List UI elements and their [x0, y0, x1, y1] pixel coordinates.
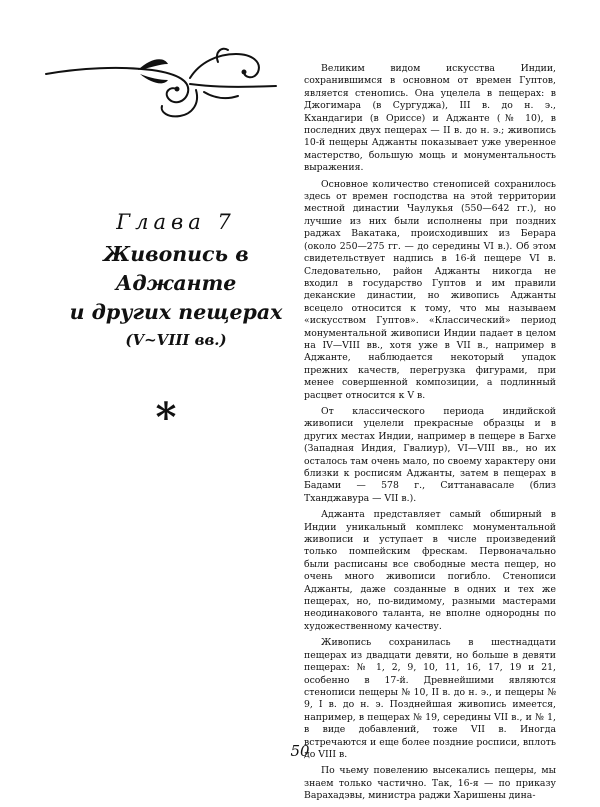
body-text-column	[304, 63, 556, 807]
flourish-ornament-icon	[40, 40, 280, 122]
paragraph: Живопись сохранилась в шестнадцати пещерах из двадцати девяти, но больше в девяти пещерах: № 1, 2, 9, 10, 11, 16, 17, 19 и 21, особенно в 17-й. Древнейшими являются стенописи пещеры № 10, II в. до н. э., и пещеры № 9, I в. до н. э. Позднейшая живопись имеется, например, в пещерах № 19, середины VII в., и № 1, в виде добавлений, тоже VII в. Иногда встречаются и еще более поздние росписи, вплоть до VIII в.	[304, 637, 556, 760]
chapter-label: Глава 7	[116, 210, 236, 234]
asterisk-ornament-icon: *	[155, 394, 177, 441]
page-number: 50	[290, 742, 310, 760]
chapter-title-line-2: и других пещерах	[69, 300, 283, 324]
chapter-heading	[60, 210, 292, 349]
paragraph: От классического периода индийской живописи уцелели прекрасные образцы и в других местах Индии, например в пещере в Багхе (Западная Индия, Гвалиур), VI—VIII вв., но их осталось там очень мало, по своему характеру они близки к росписям Аджанты, затем в пещерах в Бадами — 578 г., Ситтанавасале (близ Тханджавура — VII в.).	[304, 405, 556, 504]
paragraph: Аджанта представляет самый обширный в Индии уникальный комплекс монументальной живописи и уступает в числе произведений только помпейским фрескам. Первоначально были расписаны все свободные места пещер, но очень много живописи погибло. Стенописи Аджанты, даже созданные в одних и тех же пещерах, но, по-видимому, разными мастерами неодинакового таланта, не вполне однородны по художественному качеству.	[304, 509, 556, 632]
chapter-title-line-1: Живопись в Аджанте	[103, 242, 249, 295]
paragraph: По чьему повелению высекались пещеры, мы знаем только частично. Так, 16-я — по приказу Варахадэвы, министра раджи Харишены дина-	[304, 765, 556, 802]
paragraph: Великим видом искусства Индии, сохранившимся в основном от времен Гуптов, является стенопись. Она уцелела в пещерах: в Джогимара (в Сургуджа), III в. до н. э., Кхандагири (в Ориссе) и Аджанте (№ 10), в последних двух пещерах — II в. до н. э.; живопись 10-й пещеры Аджанты показывает уже уверенное мастерство, большую мощь и монументальность выражения.	[304, 63, 556, 174]
paragraph: Основное количество стенописей сохранилось здесь от времен господства на этой территории местной династии Чаулукья (550—642 гг.), но лучшие из них были исполнены при поздних раджах Вакатака, происходивших из Берара (около 250—275 гг. — до середины VI в.). Об этом свидетельствует надпись в 16-й пещере VI в. Следовательно, район Аджанты никогда не входил в государство Гуптов и им правили деканские династии, но живопись Аджанты всецело относится к тому, что мы называем «искусством Гуптов». «Классический» период монументальной живописи Индии падает в целом на IV—VIII вв., хотя уже в VII в., например в Аджанте, наблюдается некоторый упадок прежних качеств, перегрузка фигурами, при менее совершенной композиции, а подлинный расцвет относится к V в.	[304, 178, 556, 401]
chapter-period: (V~VIII вв.)	[125, 331, 227, 349]
